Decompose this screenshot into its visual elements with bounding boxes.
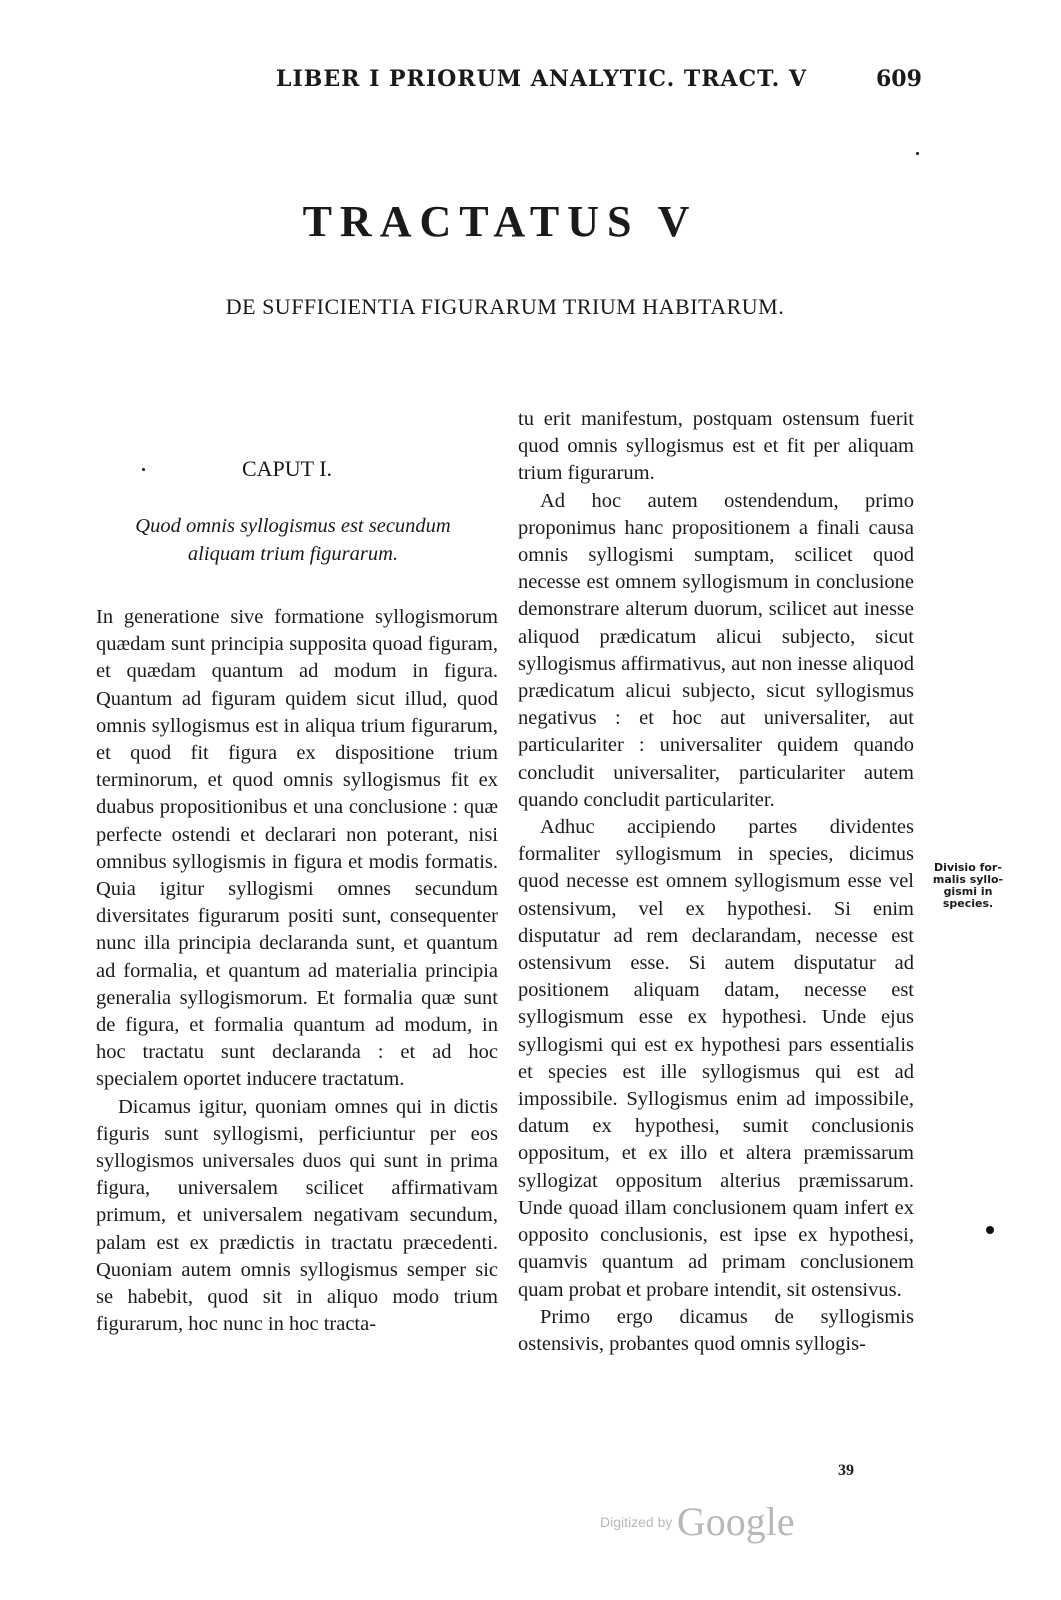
ink-speck bbox=[916, 152, 919, 155]
ink-speck bbox=[986, 1226, 994, 1234]
paragraph: tu erit manifestum, postquam ostensum fuerit quod omnis syllogismus est et fit per aliquam trium figurarum. bbox=[518, 408, 914, 485]
margin-note-line: gismi in bbox=[943, 885, 993, 898]
ink-speck bbox=[142, 468, 145, 471]
page-number: 609 bbox=[876, 66, 922, 92]
watermark-logo-text: Google bbox=[676, 1499, 795, 1544]
right-column bbox=[518, 406, 914, 1358]
left-column bbox=[96, 604, 498, 1338]
paragraph: Adhuc accipiendo partes dividentes formaliter syllogismum in species, dicimus quod necesse est omnem syllogismum esse vel ostensivum, vel ex hypothesi. Si enim disputatur ad rem declarandam, necesse est ostensivum esse. Si autem disputatur ad positionem aliquam datam, necesse est syllogismum esse ex hypothesi. Unde ejus syllogismi qui est ex hypothesi pars essentialis et species est ille syllogismus qui est ad impossibile. Syllogismus enim ad impossibile, datum ex hypothesi, sumit conclusionis oppositum, et ex illo et altera præmissarum syllogizat oppositum alterius præmissarum. Unde quoad illam conclusionem quam infert ex opposito conclusionis, est ipse ex hypothesi, quamvis quantum ad primam conclusionem quam probat et probare intendit, sit ostensivus. bbox=[518, 816, 914, 1301]
tractatus-title: TRACTATUS V bbox=[302, 197, 698, 246]
digitized-watermark bbox=[600, 1498, 795, 1545]
watermark-small-text: Digitized by bbox=[600, 1514, 673, 1530]
tractatus-subtitle: DE SUFFICIENTIA FIGURARUM TRIUM HABITARUM. bbox=[225, 294, 785, 319]
running-head: LIBER I PRIORUM ANALYTIC. TRACT. V bbox=[276, 66, 808, 92]
signature-mark: 39 bbox=[838, 1462, 854, 1479]
margin-note-line: Divisio for- bbox=[934, 861, 1002, 874]
paragraph: Primo ergo dicamus de syllogismis ostensivis, probantes quod omnis syllogis- bbox=[518, 1305, 914, 1355]
paragraph: Dicamus igitur, quoniam omnes qui in dictis figuris sunt syllogismi, perficiuntur per eos syllogismos universales duos qui sunt in prima figura, universalem scilicet affirmativam primum, et universalem negativam secundum, palam est ex prædictis in tractatu præcedenti. Quoniam autem omnis syllogismus semper sic se habebit, quod sit in aliquo modo trium figurarum, hoc nunc in hoc tracta- bbox=[96, 1095, 498, 1336]
margin-note bbox=[928, 862, 1008, 910]
paragraph: In generatione sive formatione syllogismorum quædam sunt principia supposita quoad figuram, et quædam quantum ad modum in figura. Quantum ad figuram quidem sicut illud, quod omnis syllogismus est in aliqua trium figurarum, et quod fit figura ex dispositione trium terminorum, et quod omnis syllogismus fit ex duabus propositionibus et una conclusione : quæ perfecte ostendi et declarari non poterant, nisi omnibus syllogismis in figura et modis formatis. Quia igitur syllogismi omnes secundum diversitates figurarum positi sunt, consequenter nunc illa principia declaranda sunt, et quantum ad formalia, et quantum ad materialia principia generalia syllogismorum. Et formalia quæ sunt de figura, et formalia quantum ad modum, in hoc tractatu sunt declaranda : et ad hoc specialem oportet inducere tractatum. bbox=[96, 606, 498, 1091]
paragraph: Ad hoc autem ostendendum, primo proponimus hanc propositionem a finali causa omnis syllogismi sumptam, scilicet quod necesse est omnem syllogismum in conclusione demonstrare alterum duorum, scilicet aut inesse aliquod prædicatum alicui subjecto, sicut syllogismus affirmativus, aut non inesse aliquod prædicatum alicui subjecto, sicut syllogismus negativus : et hoc aut universaliter, aut particulariter : universaliter quidem quando concludit universaliter, particulariter autem quando concludit particulariter. bbox=[518, 489, 914, 811]
chapter-heading-line: Quod omnis syllogismus est secundum bbox=[135, 515, 451, 537]
chapter-label: CAPUT I. bbox=[242, 456, 333, 481]
chapter-heading bbox=[96, 512, 490, 568]
margin-note-line: species. bbox=[942, 897, 994, 910]
margin-note-line: malis syllo- bbox=[932, 873, 1004, 886]
chapter-heading-line: aliquam trium figurarum. bbox=[187, 543, 399, 565]
